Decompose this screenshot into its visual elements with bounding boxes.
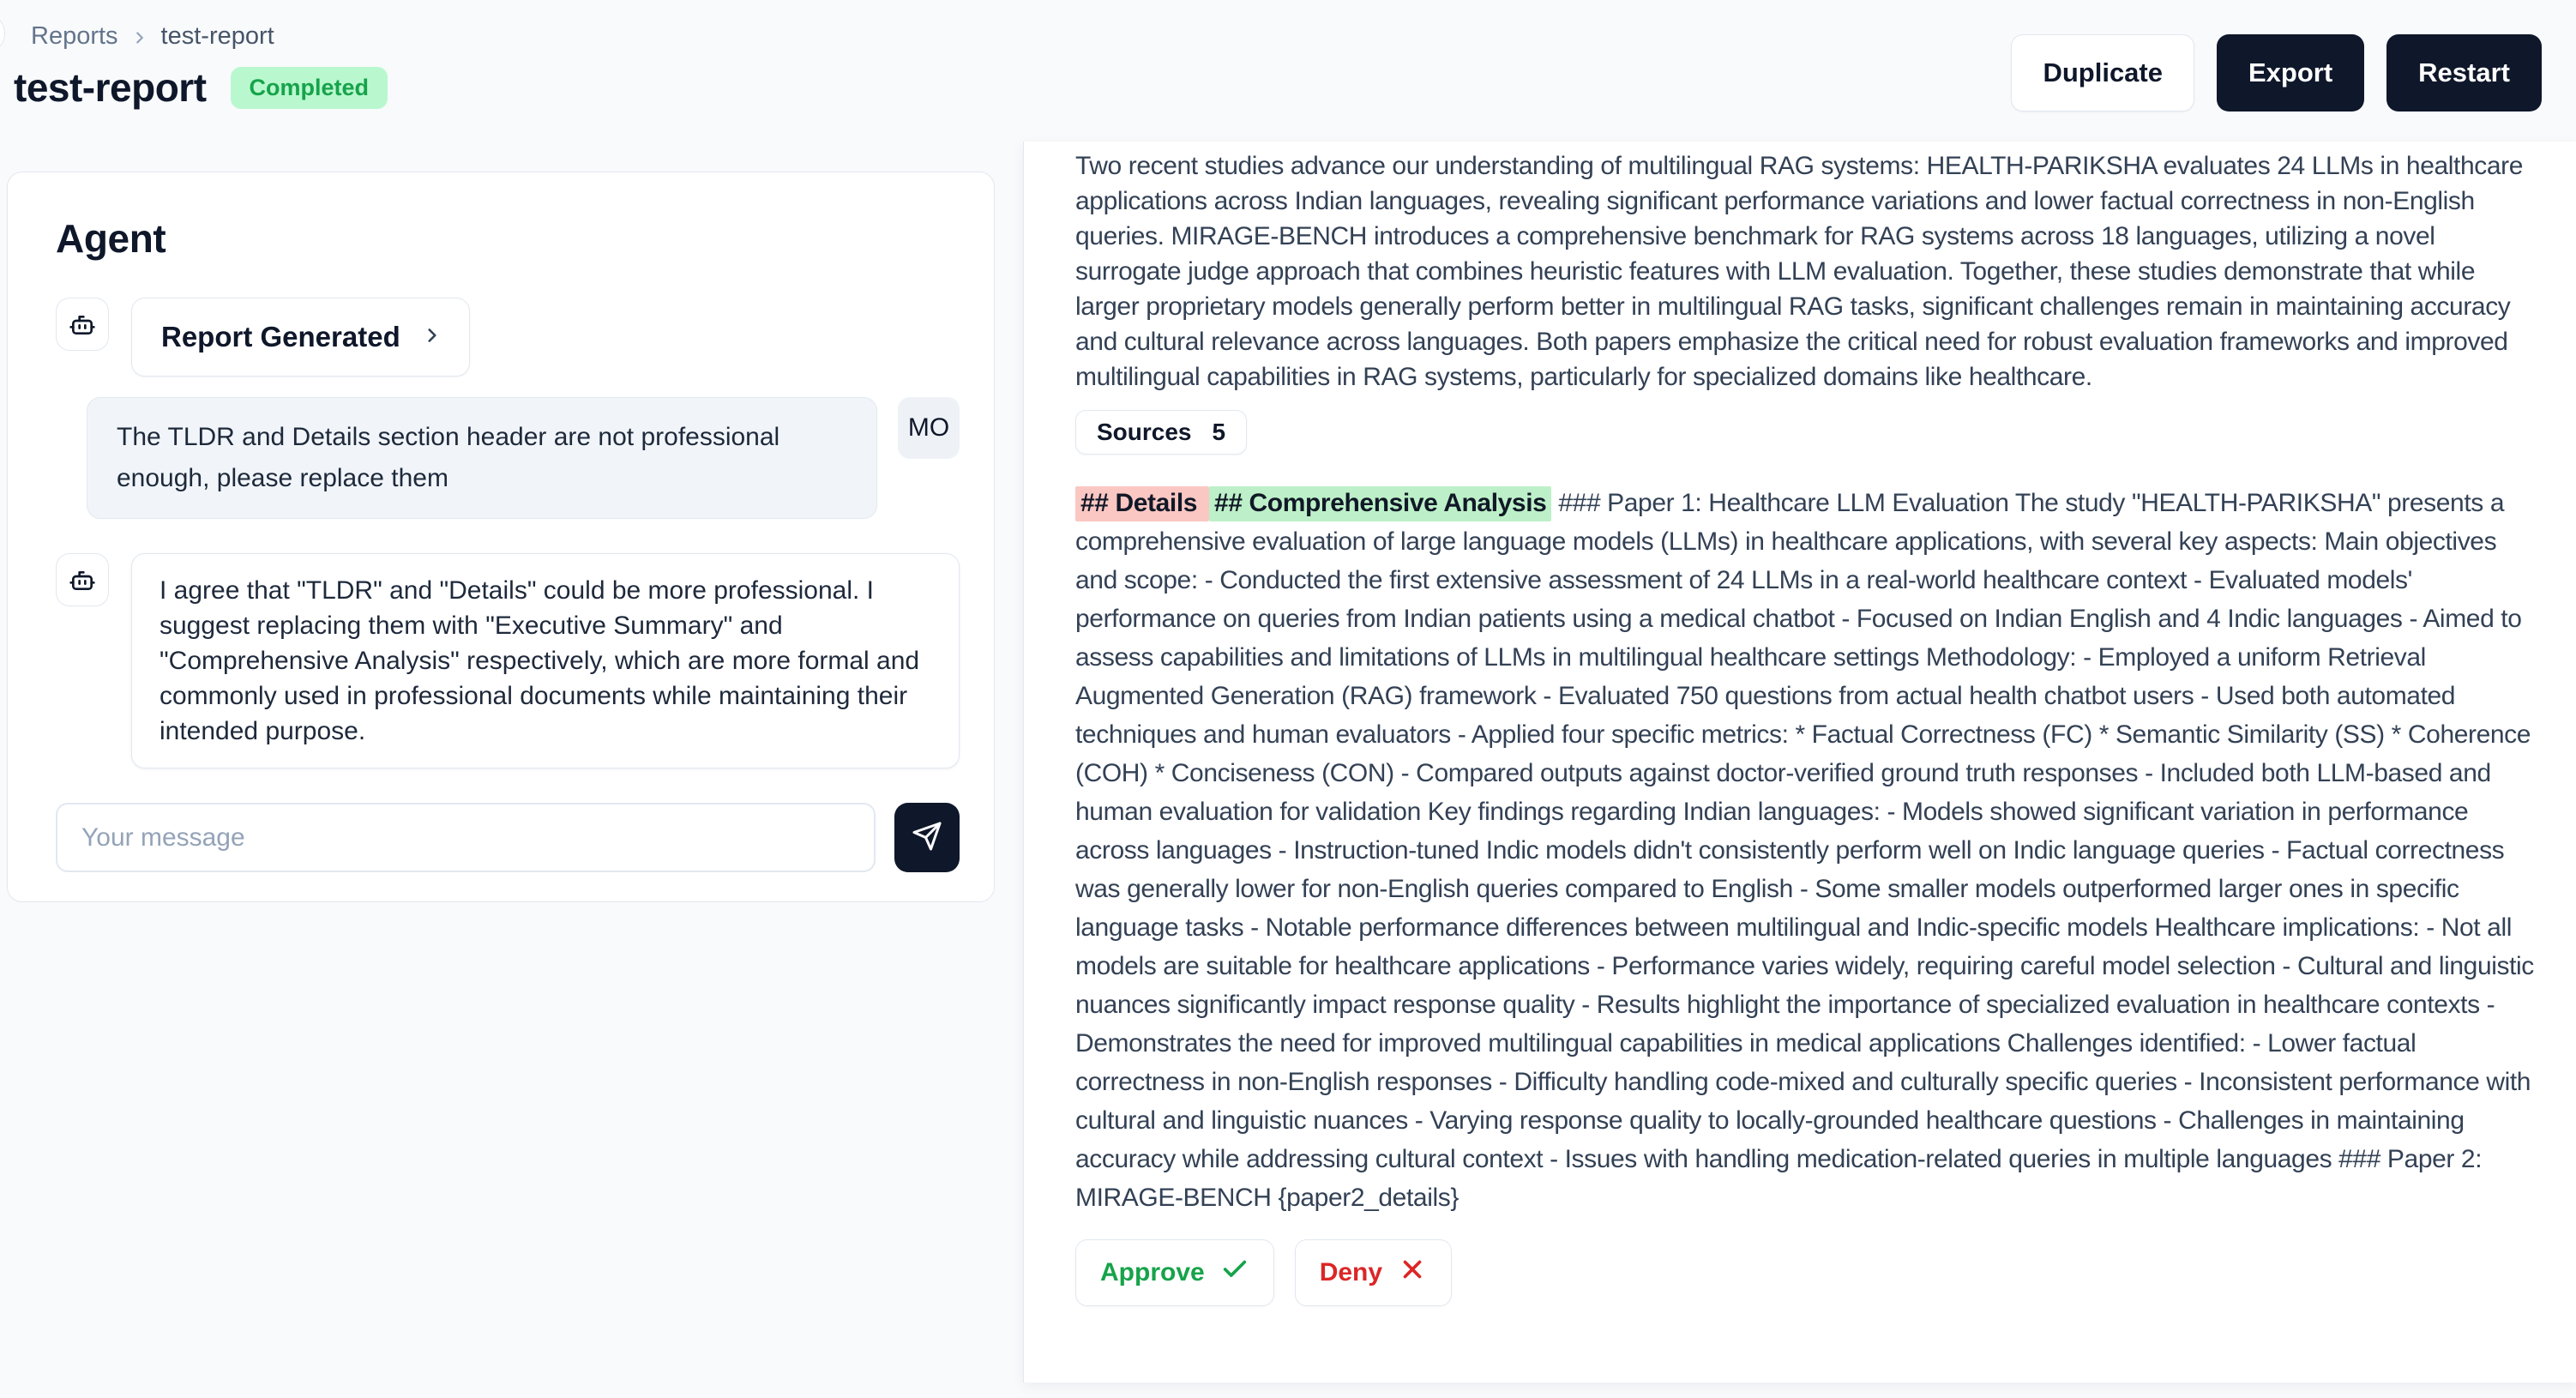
deny-label: Deny [1319,1258,1383,1287]
breadcrumb-current[interactable]: test-report [160,22,274,50]
duplicate-button[interactable]: Duplicate [2011,34,2194,111]
report-summary: Two recent studies advance our understanding of multilingual RAG systems: HEALTH-PARIKSHA evaluates 24 LLMs in healthcare applications across Indian languages, revealing significant performance variations and lower factual correctness in non-English queries. MIRAGE-BENCH introduces a comprehensive benchmark for RAG systems across 18 languages, utilizing a novel surrogate judge approach that combines heuristic features with LLM evaluation. Together, these studies demonstrate that while larger proprietary models generally perform better in multilingual RAG tasks, significant challenges remain in maintaining accuracy and cultural relevance across languages. Both papers emphasize the critical need for robust evaluation frameworks and improved multilingual capabilities in RAG systems, particularly for specialized domains like healthcare. [1075,152,2524,391]
agent-event-row [56,298,960,377]
check-icon [1220,1255,1249,1291]
export-button[interactable]: Export [2217,34,2364,111]
header [0,0,2576,142]
send-icon [912,821,942,854]
report-pane [1023,142,2576,1383]
report-generated-button[interactable] [131,298,470,377]
user-message: The TLDR and Details section header are not professional enough, please replace them [87,397,877,519]
chevron-right-icon [421,321,443,353]
report-generated-label: Report Generated [161,321,400,353]
header-actions [2011,34,2542,111]
agent-message: I agree that "TLDR" and "Details" could be more professional. I suggest replacing them with "Executive Summary" and "Comprehensive Analysis" respectively, which are more formal and commonly used in professional documents while maintaining their intended purpose. [131,553,960,768]
message-composer [56,803,960,872]
approve-label: Approve [1100,1258,1205,1287]
sources-badge[interactable] [1075,410,1247,455]
deny-button[interactable] [1295,1239,1452,1306]
agent-message-row [56,553,960,768]
page-title: test-report [14,65,207,110]
user-message-row [87,397,960,519]
review-actions [1075,1239,2535,1306]
added-heading: ## Comprehensive Analysis [1209,486,1551,521]
chevron-right-icon [130,27,149,47]
agent-pane [0,142,1023,1398]
removed-heading: ## Details [1075,486,1209,521]
header-left [14,0,388,111]
title-row [14,64,388,111]
bot-icon [56,553,109,606]
restart-button[interactable]: Restart [2386,34,2542,111]
breadcrumb-reports[interactable]: Reports [31,22,118,50]
main-content [0,142,2576,1398]
details-body: ### Paper 1: Healthcare LLM Evaluation The study "HEALTH-PARIKSHA" presents a comprehensive evaluation of large language models (LLMs) in healthcare applications, with several key aspects: Main objectives and scope: - Conducted the first extensive assessment of 24 LLMs in a real-world healthcare context - Evaluated models' performance on queries from Indian patients using a medical chatbot - Focused on Indian English and 4 Indic languages - Aimed to assess capabilities and limitations of LLMs in multilingual healthcare settings Methodology: - Employed a uniform Retrieval Augmented Generation (RAG) framework - Evaluated 750 questions from actual health chatbot users - Used both automated techniques and human evaluators - Applied four specific metrics: * Factual Correctness (FC) * Semantic Similarity (SS) * Coherence (COH) * Conciseness (CON) - Compared outputs against doctor-verified ground truth responses - Included both LLM-based and human evaluation for validation Key findings regarding Indian languages: - Models showed significant variation in performance across languages - Instruction-tuned Indic models didn't consistently perform well on Indic language queries - Factual correctness was generally lower for non-English queries compared to English - Some smaller models outperformed larger ones in specific language tasks - Notable performance differences between multilingual and Indic-specific models Healthcare implications: - Not all models are suitable for healthcare applications - Performance varies widely, requiring careful model selection - Cultural and linguistic nuances significantly impact response quality - Results highlight the importance of specialized evaluation in healthcare contexts - Demonstrates the need for improved multilingual capabilities in medical applications Challenges identified: - Lower factual correctness in non-English responses - Difficulty handling code-mixed and culturally specific queries - Inconsistent performance with cultural and linguistic nuances - Varying response quality to locally-grounded healthcare questions - Challenges in maintaining accuracy while addressing cultural context - Issues with handling medication-related queries in multiple languages ### Paper 2: MIRAGE-BENCH {paper2_details} [1075,489,2534,1212]
status-badge: Completed [231,67,388,109]
message-input[interactable] [56,803,876,872]
avatar: MO [898,397,960,459]
breadcrumb [31,22,388,51]
report-details [1075,484,2535,1217]
send-button[interactable] [894,803,960,872]
agent-panel-title: Agent [56,216,166,261]
agent-card [7,172,995,902]
bot-icon [56,298,109,351]
sources-label: Sources [1097,419,1192,445]
x-icon [1398,1255,1427,1291]
sources-count: 5 [1212,419,1226,445]
approve-button[interactable] [1075,1239,1274,1306]
